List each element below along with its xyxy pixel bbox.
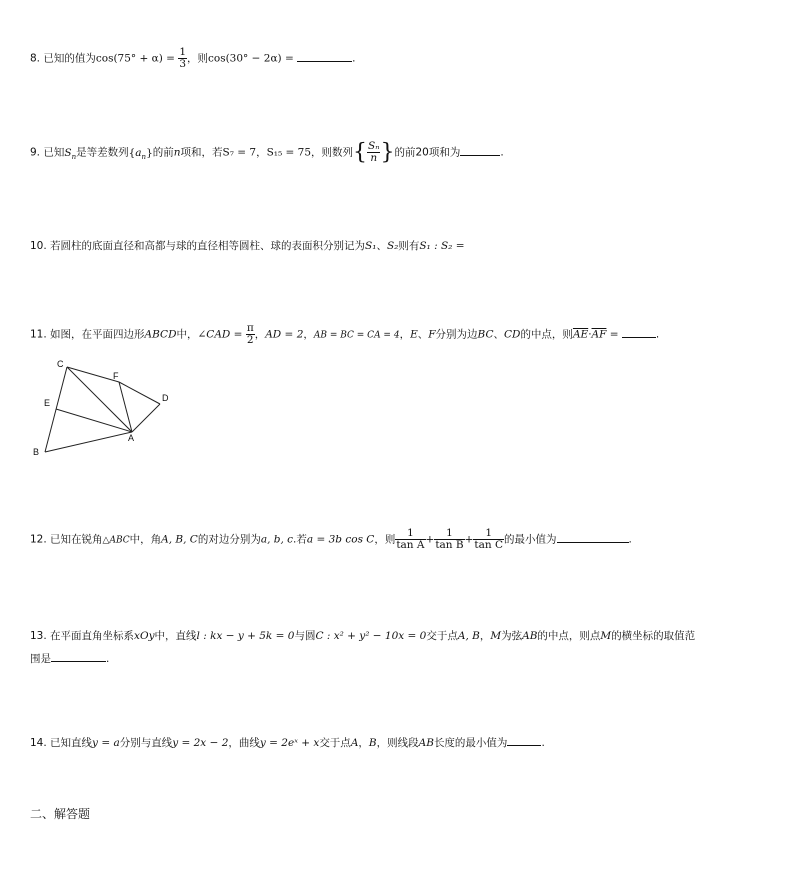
plus-1: +: [425, 533, 435, 546]
answer-blank[interactable]: [297, 52, 352, 62]
q14-text-1: 已知直线: [50, 737, 93, 749]
q12-expr: a = 3b cos C: [306, 533, 375, 546]
label-E: E: [44, 398, 51, 408]
q11-sep-5: 、: [493, 328, 504, 341]
q9-expr-2: S₁₅ = 75: [266, 146, 312, 159]
q12-f2-num: 1: [446, 527, 453, 539]
q9-n: n: [173, 146, 181, 159]
q10-sep: 、: [376, 240, 387, 252]
q14-ya: y = a: [92, 737, 120, 749]
q13-text-4: 交于点: [426, 630, 458, 642]
q14-period: .: [541, 737, 545, 749]
q11-frac-num: π: [246, 322, 254, 334]
q11-text-4: 的中点，则: [520, 328, 573, 341]
question-9: [30, 140, 504, 165]
q12-text-5: ，则: [374, 533, 396, 546]
q9-sep: ，: [256, 146, 267, 159]
q8-expr-2: cos(30° − 2α) =: [208, 52, 298, 65]
question-number: 14.: [30, 737, 47, 749]
label-B: B: [33, 447, 40, 457]
q9-text-3: 的前: [152, 146, 174, 159]
q11-BC: BC: [477, 328, 494, 341]
label-D: D: [162, 393, 169, 403]
q13-circle: C : x² + y² − 10x = 0: [315, 630, 427, 642]
q12-f2-den: tan B: [435, 539, 464, 552]
q9-text-5: ，则数列: [311, 146, 354, 159]
q12-text-6: 的最小值为: [504, 533, 557, 546]
q13-text-5: ，: [479, 630, 491, 642]
q11-frac-den: 2: [246, 334, 254, 347]
q13-period: .: [106, 653, 110, 665]
q8-frac-den: 3: [179, 58, 186, 71]
q8-expr-1: cos(75° + α) =: [95, 52, 179, 65]
q12-text-3: 的对边分别为: [197, 533, 261, 546]
q9-frac-num: Sₙ: [368, 139, 380, 152]
q13-text-6: 为弦: [501, 630, 523, 642]
q14-curve: y = 2eˣ + x: [259, 737, 320, 749]
q10-text-2: 则有: [398, 240, 420, 252]
q12-f1-num: 1: [407, 527, 414, 539]
q12-fraction-A: [395, 528, 425, 551]
question-number: 13.: [30, 630, 47, 642]
q12-text-4: .若: [293, 533, 307, 546]
q13-text-3: 与圆: [294, 630, 316, 642]
q11-CD: CD: [503, 328, 521, 341]
label-C: C: [57, 359, 64, 369]
label-F: F: [113, 371, 119, 381]
q11-eq: =: [606, 328, 622, 341]
q9-fraction: [367, 141, 380, 164]
q14-text-6: 长度的最小值为: [433, 737, 508, 749]
left-brace: {: [353, 140, 368, 165]
vector-AE: $\overline{AE}$: [572, 328, 589, 341]
q12-f3-den: tan C: [474, 539, 504, 552]
q12-f3-num: 1: [485, 527, 493, 539]
q11-quad: ABCD: [144, 328, 177, 341]
right-brace: }: [380, 140, 395, 165]
q13-text-7: 的中点，则点: [537, 630, 601, 642]
question-number: 12.: [30, 533, 47, 546]
q12-fraction-C: [473, 528, 504, 551]
q10-expr: S₁ : S₂ =: [419, 240, 465, 252]
q13-xoy: xOy: [134, 630, 155, 642]
q14-sep: ，: [358, 737, 369, 749]
q14-text-5: ，则线段: [376, 737, 419, 749]
q13-M: M: [490, 630, 502, 642]
q11-text-3: 分别为边: [435, 328, 478, 341]
q10-s2: S₂: [386, 240, 399, 252]
q13-text-2: 中，直线: [154, 630, 197, 642]
q8-period: .: [352, 52, 356, 65]
q11-expr-2: AB = BC = CA = 4: [313, 330, 400, 341]
label-A: A: [128, 433, 135, 443]
q9-S: S: [64, 146, 72, 159]
q11-E: E: [410, 328, 418, 341]
q11-expr-1: AD = 2: [265, 328, 304, 341]
q9-period: .: [500, 146, 504, 159]
q13-line: l : kx − y + 5k = 0: [196, 630, 295, 642]
q9-text-1: 已知: [43, 146, 65, 159]
q12-sides: a, b, c: [260, 533, 294, 546]
q14-line: y = 2x − 2: [172, 737, 229, 749]
q9-text-4: 项和，若: [180, 146, 223, 159]
q12-f1-den: tan A: [396, 539, 425, 552]
q9-seq: $\{a_n\}$: [128, 146, 153, 161]
q13-points: A, B: [457, 630, 480, 642]
question-number: 11.: [30, 328, 47, 341]
q14-B: B: [368, 737, 377, 749]
q9-text-6: 的前20项和为: [394, 146, 461, 159]
q9-expr-1: S₇ = 7: [222, 146, 257, 159]
question-13-line-2: [30, 651, 109, 666]
answer-blank[interactable]: [51, 652, 106, 662]
answer-blank[interactable]: [557, 533, 629, 543]
section-heading: 二、解答题: [30, 807, 91, 821]
q14-text-2: 分别与直线: [119, 737, 173, 749]
question-8: [30, 47, 355, 70]
q13-chord: AB: [522, 630, 538, 642]
q12-text-2: 中，角: [129, 533, 162, 546]
q13-M-2: M: [600, 630, 612, 642]
q12-triangle: △ABC: [102, 535, 130, 546]
q11-text-2: 中，: [176, 328, 198, 341]
q11-sep-4: 、: [417, 328, 429, 341]
q9-sub-n: n: [71, 152, 77, 161]
q12-fraction-B: [434, 528, 464, 551]
q14-text-3: ，曲线: [228, 737, 260, 749]
quadrilateral-figure: [28, 357, 178, 457]
q10-s1: S₁: [365, 240, 377, 252]
q12-angles: A, B, C: [161, 533, 198, 546]
question-14: [30, 735, 545, 750]
q13-text-8: 的横坐标的取值范: [611, 630, 696, 642]
q14-A: A: [350, 737, 359, 749]
question-11: [30, 323, 659, 346]
plus-2: +: [464, 533, 474, 546]
q11-sep-1: ，: [254, 328, 266, 341]
q11-sep-3: ，: [399, 328, 411, 341]
q9-sub-n-2: n: [141, 152, 147, 161]
q11-angle: ∠CAD =: [197, 328, 246, 341]
q9-text-2: 是等差数列: [76, 146, 129, 159]
q10-text-1: 若圆柱的底面直径和高都与球的直径相等圆柱、球的表面积分别记为: [50, 240, 366, 252]
q11-period: .: [655, 328, 660, 341]
q8-frac-num: 1: [179, 46, 186, 58]
q11-text-1: 如图，在平面四边形: [50, 328, 145, 341]
q13-text-1: 在平面直角坐标系: [50, 630, 135, 642]
q8-fraction: [178, 47, 187, 70]
q9-frac-den: n: [367, 152, 380, 164]
q11-sep-2: ，: [303, 328, 314, 341]
q14-AB: AB: [418, 737, 434, 749]
q8-text-2: ，则: [187, 52, 208, 65]
q12-period: .: [628, 533, 632, 546]
q13-line2-text: 围是: [30, 653, 51, 665]
q9-S-n: [64, 147, 76, 159]
q12-text-1: 已知在锐角: [50, 533, 103, 546]
q9-a: a: [135, 146, 142, 159]
vector-AF: $\overline{AF}$: [591, 328, 607, 341]
question-10: [30, 238, 465, 253]
answer-blank[interactable]: [507, 736, 541, 746]
question-number: 8.: [30, 52, 41, 65]
q11-fraction: [246, 323, 255, 346]
question-13: [30, 628, 695, 643]
q11-F: F: [428, 328, 436, 341]
q8-text-1: 已知的值为: [43, 52, 96, 65]
q14-text-4: 交于点: [319, 737, 351, 749]
dot-product: ·: [588, 328, 592, 341]
question-12: [30, 528, 632, 551]
answer-blank[interactable]: [460, 146, 500, 156]
question-number: 10.: [30, 240, 47, 252]
answer-blank[interactable]: [622, 328, 656, 338]
question-number: 9.: [30, 146, 41, 159]
